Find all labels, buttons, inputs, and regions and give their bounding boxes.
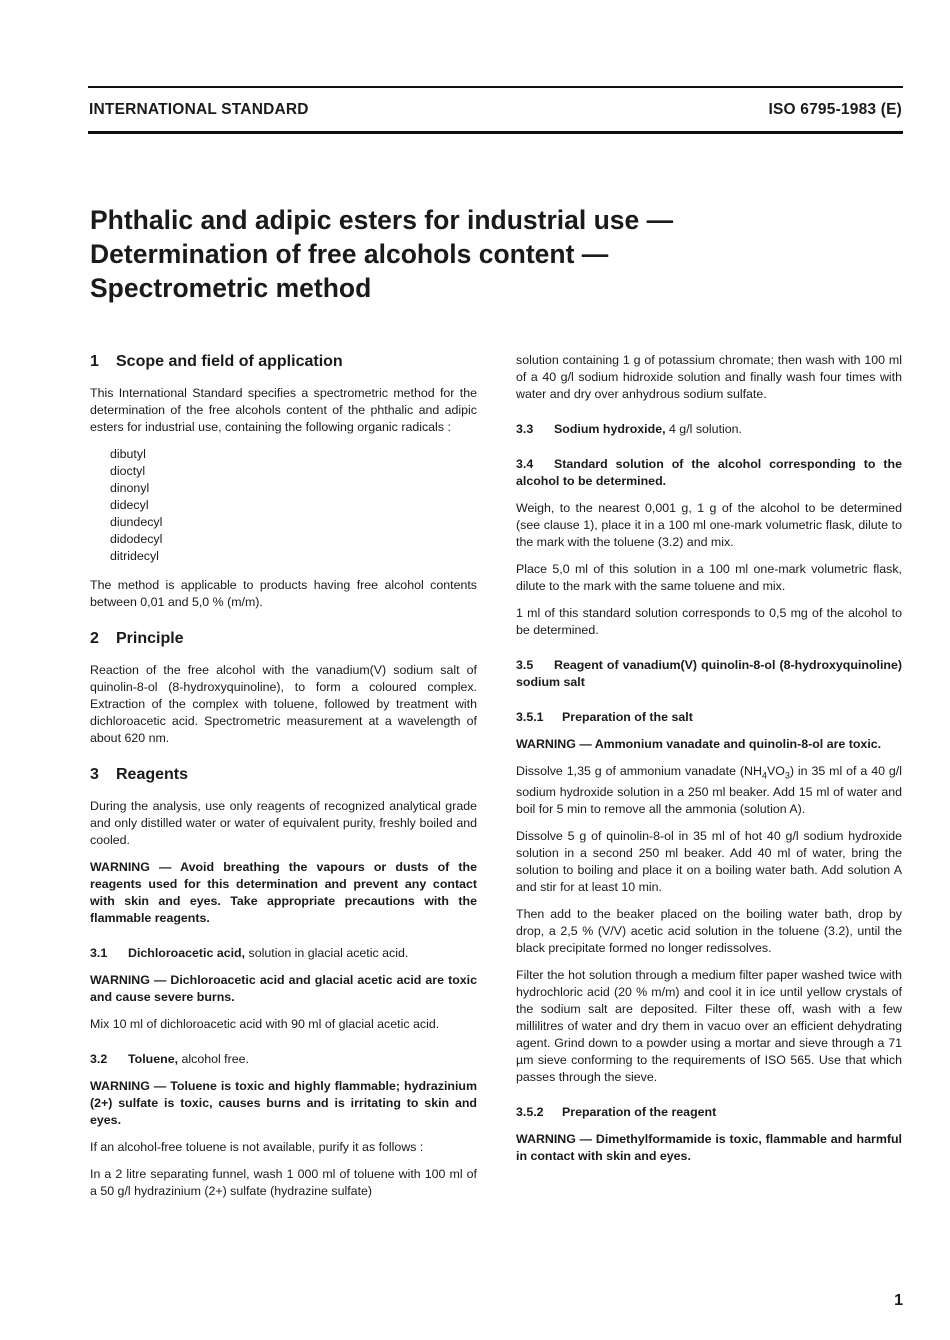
list-item: didodecyl bbox=[110, 532, 163, 546]
right-column bbox=[516, 352, 902, 1175]
subsection-3-2-warning: WARNING — Toluene is toxic and highly flammable; hydrazinium (2+) sulfate is toxic, causes burns and is irritating to skin and eyes. bbox=[90, 1079, 477, 1127]
section-2-heading: 2 Principle bbox=[90, 630, 184, 647]
subsection-3-2: 3.2 Toluene, alcohol free. bbox=[90, 1052, 249, 1066]
page-title bbox=[90, 203, 890, 305]
principle-text: Reaction of the free alcohol with the vanadium(V) sodium salt of quinolin-8-ol (8-hydroxyquinoline), to form a coloured complex. Extraction of the complex with toluene, followed by treatment with dichloroacetic acid. Spectrometric measurement at a wavelength of about 620 nm. bbox=[90, 663, 477, 745]
title-line-2: Determination of free alcohols content — bbox=[90, 239, 609, 269]
subsection-3-5-1-p2: Dissolve 5 g of quinolin-8-ol in 35 ml of hot 40 g/l sodium hydroxide solution in a second 250 ml beaker. Add 40 ml of water, bring the solution to boiling and place it on a boiling water bath. Add solution A and stir for at least 10 min. bbox=[516, 829, 902, 895]
subsection-3-3: 3.3 Sodium hydroxide, 4 g/l solution. bbox=[516, 422, 742, 436]
subsection-3-4-p1: Weigh, to the nearest 0,001 g, 1 g of the alcohol to be determined (see clause 1), place it in a 100 ml one-mark volumetric flask, dilute to the mark with the toluene (3.2) and mix. bbox=[516, 501, 902, 549]
subsection-3-4-p3: 1 ml of this standard solution corresponds to 0,5 mg of the alcohol to be determined. bbox=[516, 606, 902, 637]
subsection-3-5-2-warning: WARNING — Dimethylformamide is toxic, flammable and harmful in contact with skin and eyes. bbox=[516, 1132, 902, 1164]
subsection-3-5-2: 3.5.2 Preparation of the reagent bbox=[516, 1105, 717, 1120]
radicals-list bbox=[110, 446, 477, 565]
subsection-3-1-text: Mix 10 ml of dichloroacetic acid with 90 ml of glacial acetic acid. bbox=[90, 1017, 440, 1031]
subsection-3-5: 3.5 Reagent of vanadium(V) quinolin-8-ol (8-hydroxyquinoline) sodium salt bbox=[516, 658, 902, 689]
header-top-rule bbox=[88, 86, 903, 88]
subsection-3-1-warning: WARNING — Dichloroacetic acid and glacial acetic acid are toxic and cause severe burns. bbox=[90, 973, 477, 1004]
subsection-3-5-1: 3.5.1 Preparation of the salt bbox=[516, 710, 693, 724]
section-1-heading: 1 Scope and field of application bbox=[90, 353, 343, 370]
subsection-3-2-text-1: If an alcohol-free toluene is not available, purify it as follows : bbox=[90, 1140, 424, 1154]
subsection-3-4: 3.4 Standard solution of the alcohol corresponding to the alcohol to be determined. bbox=[516, 457, 902, 488]
subsection-3-2-text-2: In a 2 litre separating funnel, wash 1 000 ml of toluene with 100 ml of a 50 g/l hydrazinium (2+) sulfate (hydrazine sulfate) bbox=[90, 1167, 477, 1198]
section-3-heading: 3 Reagents bbox=[90, 766, 189, 783]
section-1-intro: This International Standard specifies a spectrometric method for the determination of the free alcohols content of the phthalic and adipic esters for industrial use, containing the following organic radicals : bbox=[90, 386, 477, 434]
title-line-1: Phthalic and adipic esters for industrial use — bbox=[90, 205, 674, 235]
list-item: dioctyl bbox=[110, 464, 146, 478]
reagents-text: During the analysis, use only reagents of recognized analytical grade and only distilled water or water of equivalent purity, freshly boiled and cooled. bbox=[90, 799, 477, 847]
continued-text: solution containing 1 g of potassium chromate; then wash with 100 ml of a 40 g/l sodium hidroxide solution and finally wash four times with water and dry over anhydrous sodium sulfate. bbox=[516, 353, 902, 401]
applicability-text: The method is applicable to products having free alcohol contents between 0,01 and 5,0 % (m/m). bbox=[90, 578, 477, 609]
subsection-3-5-1-p4: Filter the hot solution through a medium filter paper washed twice with hydrochloric acid (20 % m/m) and cool it in ice until yellow crystals of the sodium salt are deposited. Filter these off, wash with a few millilitres of water and dry them in vacuo over an efficient dehydrating agent. Grind down to a powder using a mortar and sieve through a 71 µm sieve conforming to the requirements of ISO 565. Use that which passes through the sieve. bbox=[516, 968, 902, 1085]
list-item: dibutyl bbox=[110, 447, 146, 461]
subsection-3-5-1-p1: Dissolve 1,35 g of ammonium vanadate $(NH_4VO_3)$ in 35 ml of a 40 g/l sodium hydroxide solution in a 250 ml beaker. Add 15 ml of water and boil for 5 min to remove all the ammonia (solution A). bbox=[516, 764, 902, 817]
list-item: dinonyl bbox=[110, 481, 150, 495]
list-item: ditridecyl bbox=[110, 549, 159, 563]
header-bottom-rule bbox=[88, 131, 903, 134]
page-number: 1 bbox=[894, 1292, 903, 1309]
left-column bbox=[90, 352, 477, 1210]
reagents-warning: WARNING — Avoid breathing the vapours or dusts of the reagents used for this determination and prevent any contact with skin and eyes. Take appropriate precautions with the flammable reagents. bbox=[90, 860, 477, 925]
header-left: INTERNATIONAL STANDARD bbox=[89, 101, 309, 118]
subsection-3-1: 3.1 Dichloroacetic acid, solution in glacial acetic acid. bbox=[90, 946, 409, 960]
subsection-3-5-1-p3: Then add to the beaker placed on the boiling water bath, drop by drop, a 2,5 % (V/V) acetic acid solution in the toluene (3.2), until the black precipitate formed no longer redissolves. bbox=[516, 907, 902, 956]
list-item: didecyl bbox=[110, 498, 149, 512]
header-right: ISO 6795-1983 (E) bbox=[768, 101, 902, 118]
list-item: diundecyl bbox=[110, 515, 163, 529]
title-line-3: Spectrometric method bbox=[90, 273, 372, 303]
subsection-3-4-p2: Place 5,0 ml of this solution in a 100 ml one-mark volumetric flask, dilute to the mark with the same toluene and mix. bbox=[516, 562, 902, 593]
subsection-3-5-1-warning: WARNING — Ammonium vanadate and quinolin-8-ol are toxic. bbox=[516, 737, 882, 751]
